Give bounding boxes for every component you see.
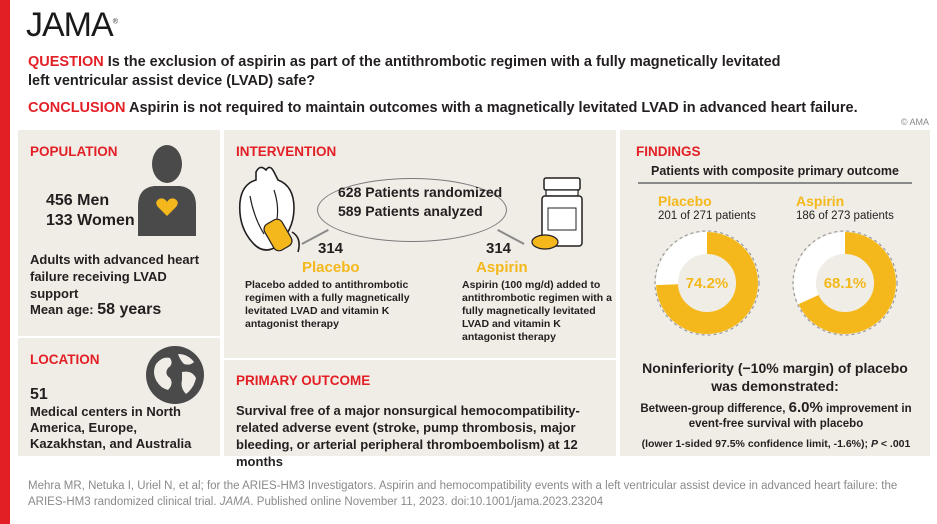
location-count: 51 [30, 386, 48, 403]
primary-outcome-heading: PRIMARY OUTCOME [236, 373, 371, 388]
divider [224, 358, 616, 360]
aspirin-name: Aspirin [476, 259, 528, 276]
population-age: Mean age: 58 years [30, 301, 162, 318]
placebo-count: 314 [318, 240, 344, 257]
population-location-panel [18, 130, 220, 456]
population-men: 456 Men [46, 192, 110, 209]
aspirin-count: 314 [486, 240, 512, 257]
patients-randomized: 628 Patients randomized [338, 184, 503, 200]
population-heading: POPULATION [30, 144, 118, 159]
patients-analyzed: 589 Patients analyzed [338, 203, 483, 219]
divider [18, 336, 220, 338]
location-description: Medical centers in North America, Europe, Kazakhstan, and Australia [30, 404, 192, 451]
subheading-rule [638, 182, 912, 184]
between-group-difference: Between-group difference, 6.0% improvement in event-free survival with placebo [640, 399, 912, 430]
conclusion-text: Aspirin is not required to maintain outcomes with a magnetically levitated LVAD in advanced heart failure. [128, 100, 858, 116]
conclusion-label: CONCLUSION [28, 100, 126, 116]
question-block [28, 53, 788, 91]
population-women: 133 Women [46, 212, 135, 229]
red-accent-bar [0, 0, 10, 524]
primary-outcome-text: Survival free of a major nonsurgical hemocompatibility-related adverse event (stroke, pump thrombosis, major bleeding, or arterial peripheral thromboembolism) at 12 months [236, 403, 580, 469]
question-label: QUESTION [28, 54, 104, 70]
pill-bottle-icon [530, 176, 590, 252]
findings-panel [620, 130, 930, 456]
placebo-result-name: Placebo [658, 193, 712, 209]
heart-lvad-icon [234, 162, 304, 258]
placebo-donut-chart [652, 228, 762, 338]
aspirin-percent: 68.1% [823, 275, 867, 292]
aspirin-description: Aspirin (100 mg/d) added to antithrombotic regimen with a fully magnetically levitated LVAD and vitamin K antagonist therapy [462, 279, 612, 343]
copyright: © AMA [900, 117, 929, 127]
placebo-result-patients: 201 of 271 patients [658, 210, 756, 222]
placebo-percent: 74.2% [685, 275, 729, 292]
question-text: Is the exclusion of aspirin as part of the antithrombotic regimen with a fully magnetically levitated left ventricular assist device (LVAD) safe? [28, 54, 781, 89]
intervention-heading: INTERVENTION [236, 144, 337, 159]
confidence-limit: (lower 1-sided 97.5% confidence limit, -1.6%); P < .001 [641, 438, 911, 450]
citation: Mehra MR, Netuka I, Uriel N, et al; for the ARIES-HM3 Investigators. Aspirin and hemocompatibility events with a left ventricular assist device in advanced heart failure: the ARIES-HM3 randomized clinical trial. JAMA. Published online November 11, 2023. doi:10.1001/jama.2023.23204 [28, 480, 898, 508]
placebo-name: Placebo [302, 259, 360, 276]
jama-logo: JAMA® [26, 6, 117, 44]
conclusion-block [28, 100, 908, 116]
population-description: Adults with advanced heart failure receiving LVAD support [30, 252, 200, 301]
globe-icon [144, 344, 206, 406]
aspirin-donut-chart [790, 228, 900, 338]
location-heading: LOCATION [30, 352, 100, 367]
noninferiority-text: Noninferiority (−10% margin) of placebo was demonstrated: [642, 360, 908, 394]
findings-heading: FINDINGS [636, 144, 701, 159]
aspirin-result-name: Aspirin [796, 193, 845, 209]
aspirin-result-patients: 186 of 273 patients [796, 210, 894, 222]
findings-subheading: Patients with composite primary outcome [651, 164, 899, 178]
person-heart-icon [136, 144, 198, 236]
placebo-description: Placebo added to antithrombotic regimen with a fully magnetically levitated LVAD and vitamin K antagonist therapy [245, 279, 410, 330]
difference-value: 6.0% [788, 399, 823, 416]
